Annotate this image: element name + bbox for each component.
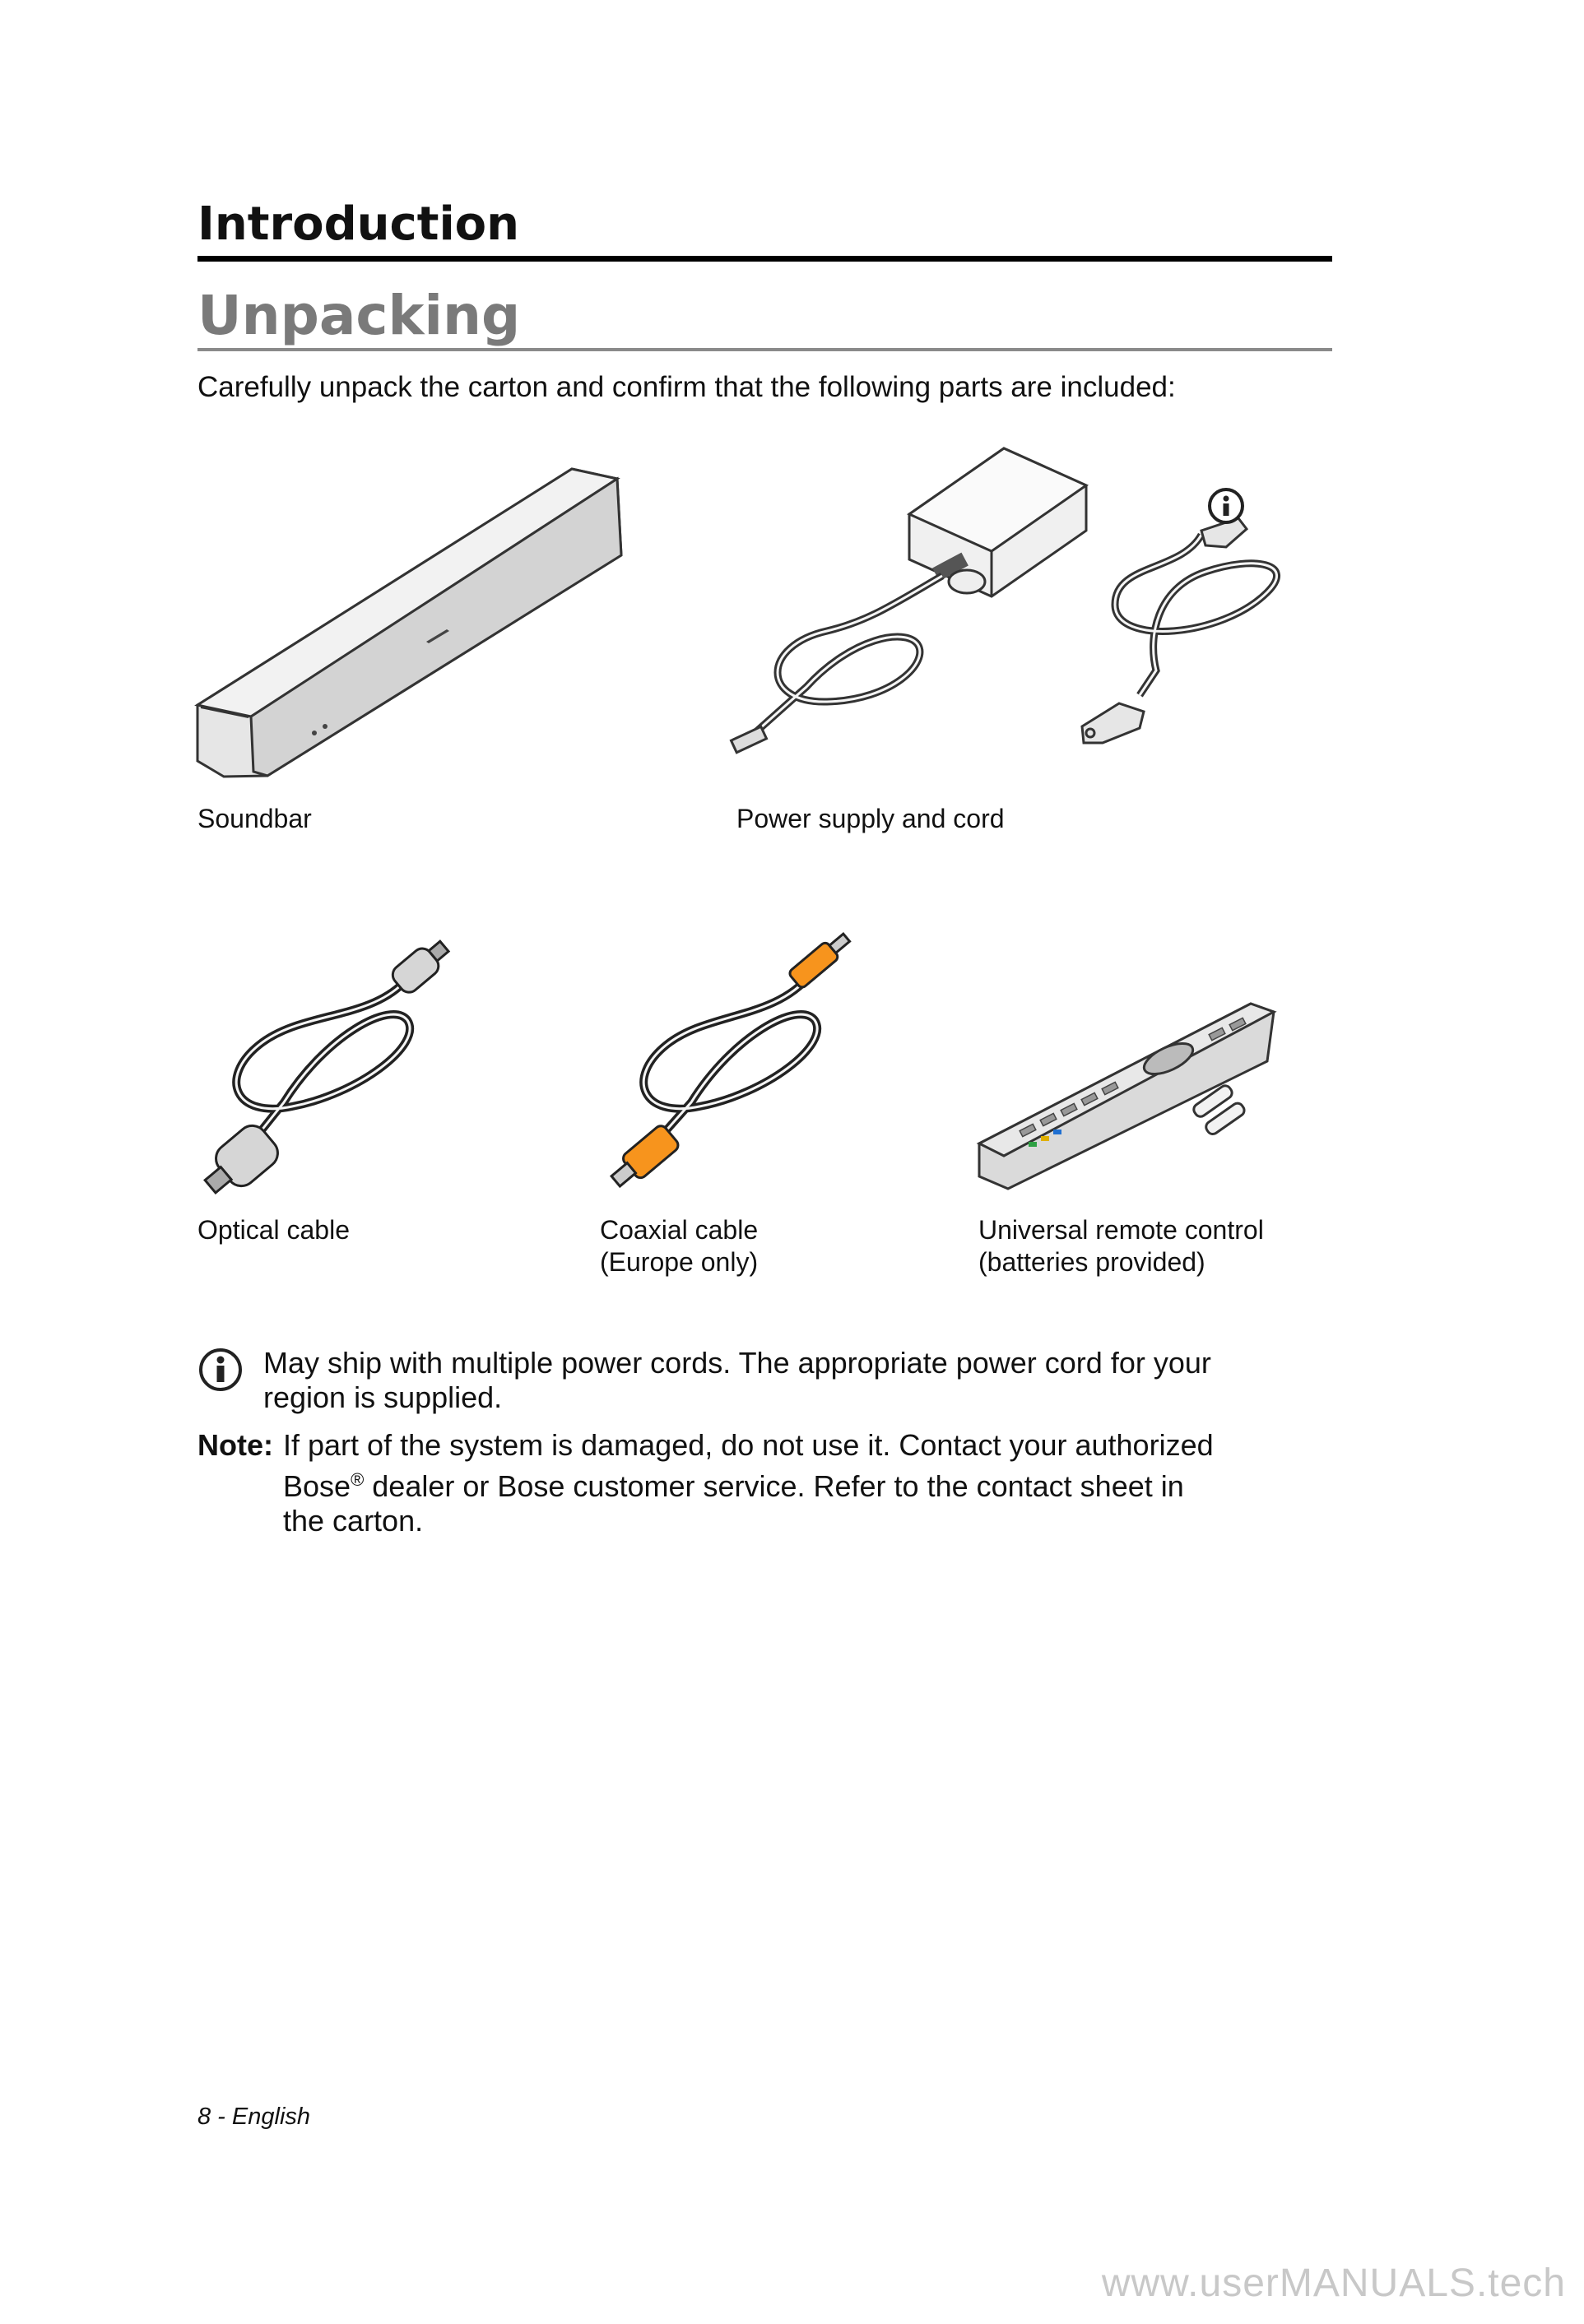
intro-text: Carefully unpack the carton and confirm that the following parts are included:: [197, 371, 1176, 403]
coaxial-cable-illustration: [592, 930, 872, 1201]
note-label: Note:: [197, 1428, 273, 1462]
remote-illustration: [971, 991, 1284, 1205]
page-title: Unpacking: [197, 284, 521, 347]
ac-cord: [1115, 535, 1277, 695]
optical-cable-illustration: [202, 930, 465, 1201]
section-rule: [197, 256, 1332, 262]
watermark: www.userMANUALS.tech: [1101, 2261, 1566, 2305]
caption-coaxial-cable: Coaxial cable (Europe only): [600, 1215, 759, 1277]
info-note-text: May ship with multiple power cords. The appropriate power cord for your region is supplied.: [263, 1346, 1211, 1414]
note-text: If part of the system is damaged, do not use it. Contact your authorized Bose® dealer or Bose customer service. Refer to the contact sheet in the carton.: [283, 1428, 1214, 1538]
caption-optical-cable: Optical cable: [197, 1215, 350, 1245]
power-supply-illustration: [728, 440, 1337, 769]
caption-soundbar: Soundbar: [197, 804, 312, 833]
soundbar-illustration: [189, 461, 650, 782]
title-rule: [197, 348, 1332, 351]
info-icon: [197, 1347, 244, 1393]
caption-power-supply: Power supply and cord: [736, 804, 1005, 833]
info-icon: [1210, 489, 1243, 522]
page-footer: 8 - English: [197, 2104, 311, 2130]
section-title: Introduction: [197, 197, 520, 251]
caption-remote: Universal remote control (batteries provided): [978, 1215, 1264, 1277]
